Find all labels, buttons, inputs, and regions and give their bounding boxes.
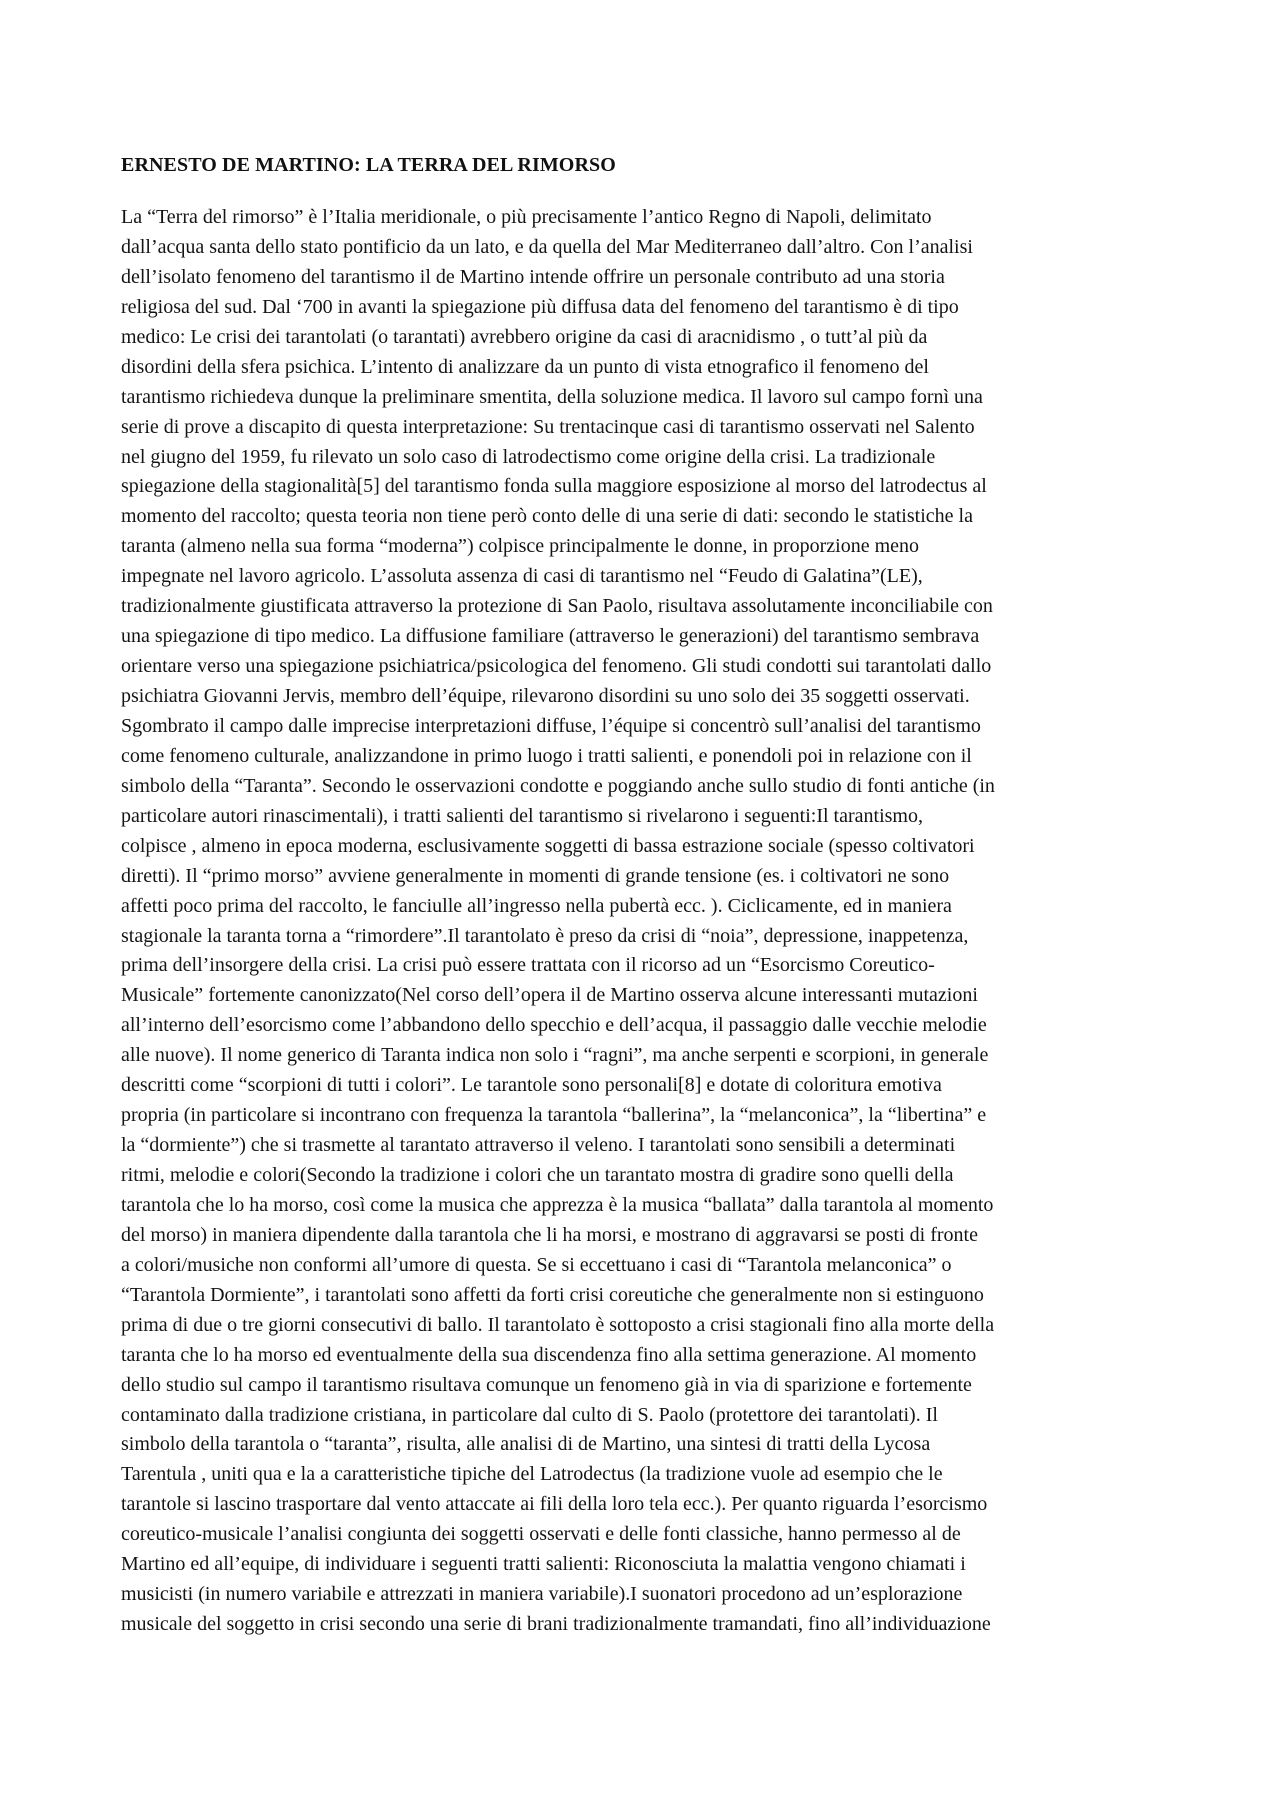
- body-text-line: del morso) in maniera dipendente dalla tarantola che li ha morsi, e mostrano di aggravarsi se posti di fronte: [121, 1223, 978, 1246]
- body-text-line: la “dormiente”) che si trasmette al tarantato attraverso il veleno. I tarantolati sono sensibili a determinati: [121, 1134, 956, 1157]
- document-title: ERNESTO DE MARTINO: LA TERRA DEL RIMORSO: [121, 154, 616, 176]
- body-text-line: taranta che lo ha morso ed eventualmente della sua discendenza fino alla settima generazione. Al momento: [121, 1343, 977, 1366]
- body-text-line: affetti poco prima del raccolto, le fanciulle all’ingresso nella pubertà ecc. ). Ciclicamente, ed in maniera: [121, 894, 952, 917]
- body-text-line: disordini della sfera psichica. L’intento di analizzare da un punto di vista etnografico il fenomeno del: [121, 355, 929, 378]
- body-text-line: coreutico-musicale l’analisi congiunta dei soggetti osservati e delle fonti classiche, hanno permesso al de: [121, 1523, 961, 1546]
- body-text-line: tarantismo richiedeva dunque la preliminare smentita, della soluzione medica. Il lavoro sul campo fornì una: [121, 385, 983, 408]
- body-text-line: “Tarantola Dormiente”, i tarantolati sono affetti da forti crisi coreutiche che generalmente non si estinguono: [121, 1283, 984, 1306]
- body-text-line: alle nuove). Il nome generico di Taranta indica non solo i “ragni”, ma anche serpenti e scorpioni, in generale: [121, 1044, 989, 1067]
- body-text-line: a colori/musiche non conformi all’umore di questa. Se si eccettuano i casi di “Tarantola melanconica” o: [121, 1253, 952, 1276]
- body-text-line: medico: Le crisi dei tarantolati (o tarantati) avrebbero origine da casi di aracnidismo , o tutt’al più da: [121, 325, 928, 348]
- body-text-line: dall’acqua santa dello stato pontificio da un lato, e da quella del Mar Mediterraneo dall’altro. Con l’analisi: [121, 235, 973, 258]
- body-text-line: contaminato dalla tradizione cristiana, in particolare dal culto di S. Paolo (protettore dei tarantolati). Il: [121, 1403, 938, 1426]
- body-text-line: ritmi, melodie e colori(Secondo la tradizione i colori che un tarantato mostra di gradire sono quelli della: [121, 1164, 954, 1186]
- body-text-line: come fenomeno culturale, analizzandone in primo luogo i tratti salienti, e ponendoli poi in relazione con il: [121, 744, 972, 767]
- body-text-line: una spiegazione di tipo medico. La diffusione familiare (attraverso le generazioni) del tarantismo sembrava: [121, 625, 980, 648]
- body-text-line: prima di due o tre giorni consecutivi di ballo. Il tarantolato è sottoposto a crisi stagionali fino alla morte della: [121, 1313, 995, 1336]
- body-text-line: orientare verso una spiegazione psichiatrica/psicologica del fenomeno. Gli studi condotti sui tarantolati dallo: [121, 655, 992, 678]
- body-text-line: Tarentula , uniti qua e la a caratteristiche tipiche del Latrodectus (la tradizione vuole ad esempio che le: [121, 1463, 943, 1486]
- body-text-line: momento del raccolto; questa teoria non tiene però conto delle di una serie di dati: secondo le statistiche la: [121, 505, 973, 528]
- body-text-line: dello studio sul campo il tarantismo risultava comunque un fenomeno già in via di sparizione e fortemente: [121, 1373, 972, 1396]
- body-text-line: Sgombrato il campo dalle imprecise interpretazioni diffuse, l’équipe si concentrò sull’analisi del tarantismo: [121, 714, 981, 737]
- body-text-line: simbolo della tarantola o “taranta”, risulta, alle analisi di de Martino, una sintesi di tratti della Lycosa: [121, 1433, 931, 1456]
- body-text-line: tarantola che lo ha morso, così come la musica che apprezza è la musica “ballata” dalla tarantola al momento: [121, 1193, 994, 1216]
- body-text-line: descritti come “scorpioni di tutti i colori”. Le tarantole sono personali[8] e dotate di coloritura emotiva: [121, 1074, 942, 1097]
- body-text-line: serie di prove a discapito di questa interpretazione: Su trentacinque casi di tarantismo osservati nel Salento: [121, 415, 975, 438]
- body-text-line: diretti). Il “primo morso” avviene generalmente in momenti di grande tensione (es. i coltivatori ne sono: [121, 864, 950, 887]
- body-text-line: Musicale” fortemente canonizzato(Nel corso dell’opera il de Martino osserva alcune interessanti mutazioni: [121, 984, 978, 1007]
- body-text-line: musicisti (in numero variabile e attrezzati in maniera variabile).I suonatori procedono ad un’esplorazione: [121, 1583, 963, 1606]
- body-text-line: musicale del soggetto in crisi secondo una serie di brani tradizionalmente tramandati, fino all’individuazione: [121, 1613, 991, 1636]
- body-text-line: all’interno dell’esorcismo come l’abbandono dello specchio e dell’acqua, il passaggio dalle vecchie melodie: [121, 1014, 987, 1037]
- body-text-line: taranta (almeno nella sua forma “moderna”) colpisce principalmente le donne, in proporzione meno: [121, 535, 920, 558]
- body-text-line: colpisce , almeno in epoca moderna, esclusivamente soggetti di bassa estrazione sociale (spesso coltivatori: [121, 834, 975, 857]
- body-text-line: Martino ed all’equipe, di individuare i seguenti tratti salienti: Riconosciuta la malattia vengono chiamati i: [121, 1553, 966, 1576]
- body-text-line: prima dell’insorgere della crisi. La crisi può essere trattata con il ricorso ad un “Esorcismo Coreutico-: [121, 954, 935, 977]
- body-text-line: particolare autori rinascimentali), i tratti salienti del tarantismo si rivelarono i seguenti:Il tarantismo,: [121, 804, 923, 827]
- body-text-line: religiosa del sud. Dal ‘700 in avanti la spiegazione più diffusa data del fenomeno del tarantismo è di tipo: [121, 295, 959, 318]
- body-text-line: impegnate nel lavoro agricolo. L’assoluta assenza di casi di tarantismo nel “Feudo di Galatina”(LE),: [121, 565, 923, 588]
- body-text-line: stagionale la taranta torna a “rimordere”.Il tarantolato è preso da crisi di “noia”, depressione, inappetenza,: [121, 924, 969, 947]
- body-text-line: tarantole si lascino trasportare dal vento attaccate ai fili della loro tela ecc.). Per quanto riguarda l’esorcismo: [121, 1493, 988, 1516]
- body-text-line: dell’isolato fenomeno del tarantismo il de Martino intende offrire un personale contributo ad una storia: [121, 265, 945, 288]
- document-body: [121, 203, 1171, 1640]
- body-text-line: psichiatra Giovanni Jervis, membro dell’équipe, rilevarono disordini su uno solo dei 35 soggetti osservati.: [121, 685, 970, 707]
- body-text-line: nel giugno del 1959, fu rilevato un solo caso di latrodectismo come origine della crisi. La tradizionale: [121, 445, 936, 468]
- body-text-line: La “Terra del rimorso” è l’Italia meridionale, o più precisamente l’antico Regno di Napoli, delimitato: [121, 206, 932, 228]
- body-text-line: propria (in particolare si incontrano con frequenza la tarantola “ballerina”, la “melanconica”, la “libertina” e: [121, 1104, 987, 1127]
- body-text-line: tradizionalmente giustificata attraverso la protezione di San Paolo, risultava assolutamente inconciliabile con: [121, 595, 993, 618]
- body-text-line: spiegazione della stagionalità[5] del tarantismo fonda sulla maggiore esposizione al morso del latrodectus al: [121, 475, 987, 498]
- body-text-line: simbolo della “Taranta”. Secondo le osservazioni condotte e poggiando anche sullo studio di fonti antiche (in: [121, 774, 995, 797]
